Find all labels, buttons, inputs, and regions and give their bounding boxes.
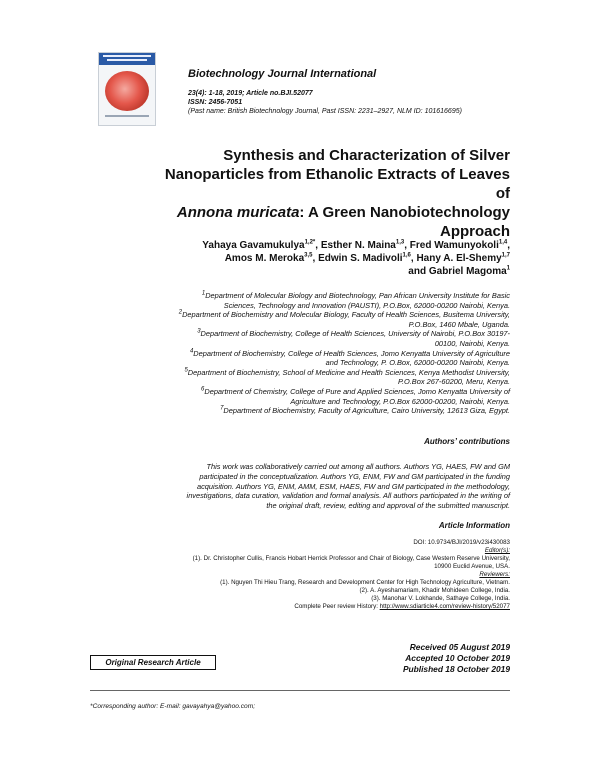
affiliation-text: Department of Biochemistry, College of Health Sciences, Jomo Kenyatta University of Agriculture [193,348,510,358]
published-date: Published 18 October 2019 [402,664,510,674]
journal-citation: 23(4): 1-18, 2019; Article no.BJI.52077 [188,90,313,97]
title-line: Approach [439,223,510,240]
affiliation-line: P.O.Box, 1460 Mbale, Uganda. [408,319,510,329]
author-affiliation-marker: 3,5 [304,252,313,259]
author-name: Hany A. El-Shemy [416,253,502,264]
author-line [90,265,510,278]
review-history-label: Complete Peer review History: [294,603,380,610]
author-separator: , [507,240,510,251]
editor-entry-continued: 10900 Euclid Avenue, USA. [434,563,510,570]
affiliation-text: Department of Biochemistry, School of Medicine and Health Sciences, Kenya Methodist University, [187,367,510,377]
contribution-line: participated in the conceptualization. Authors YG, ENM, FW and GM participated in the funding [199,471,510,481]
title-line: Synthesis and Characterization of Silver [223,147,510,164]
journal-former-name: (Past name: British Biotechnology Journal, Past ISSN: 2231–2927, NLM ID: 101616695) [188,108,462,115]
publication-dates [403,642,510,675]
affiliation-line [50,291,510,301]
affiliation-number: 2 [178,309,183,316]
reviewer-entry: (1). Nguyen Thi Hieu Trang, Research and Development Center for High Technology Agriculture, Vietnam. [220,579,510,586]
article-info-heading: Article Information [438,521,510,530]
author-affiliation-marker: 1,4 [498,239,508,246]
affiliation-line: 00100, Nairobi, Kenya. [434,338,510,348]
journal-name: Biotechnology Journal International [188,68,377,80]
author-affiliation-marker: 1,7 [501,252,510,259]
article-type-label: Original Research Article [90,655,216,670]
contribution-line: the original draft, review, editing and approval of the submitted manuscript. [266,501,510,511]
affiliation-line [50,349,510,359]
journal-issn: ISSN: 2456-7051 [188,99,243,106]
affiliation-number: 3 [197,328,201,335]
author-list [90,239,510,278]
journal-cover-thumbnail [98,52,156,126]
affiliation-line [50,406,510,416]
author-name: Edwin S. Madivoli [318,253,403,264]
affiliation-line: Sciences, Technology and Innovation (PAUSTI), P.O.Box, 62000-00200 Nairobi, Kenya. [223,300,510,310]
editor-entry: (1). Dr. Christopher Cullis, Francis Hobart Herrick Professor and Chair of Biology, Case Western Reserve University, [192,555,510,562]
affiliation-line: Agriculture and Technology, P.O.Box 62000-00200, Nairobi, Kenya. [290,396,510,406]
affiliation-line [50,387,510,397]
cover-title-bar [103,55,151,57]
cover-footer-bar [105,115,149,117]
review-history-link[interactable]: http://www.sdiarticle4.com/review-history/52077 [379,603,510,610]
editors-label: Editor(s): [484,547,510,554]
affiliation-line: P.O.Box 267-60200, Meru, Kenya. [397,377,510,387]
author-line [90,239,510,252]
reviewer-entry: (2). A. Ayeshamariam, Khadir Mohideen College, India. [359,587,510,594]
title-line-rest: : A Green Nanobiotechnology [299,204,510,221]
reviewer-entry: (3). Manohar V. Lokhande, Sathaye College, India. [371,595,510,602]
contribution-line: This work was collaboratively carried out among all authors. Authors YG, HAES, FW and GM [206,462,510,471]
accepted-date: Accepted 10 October 2019 [405,653,510,663]
affiliation-text: Department of Biochemistry, College of Health Sciences, University of Nairobi, P.O.Box 30197- [200,329,510,339]
corresponding-author-footnote: *Corresponding author: E-mail: gavayahya@yahoo.com; [90,703,256,710]
author-name: Amos M. Meroka [224,253,305,264]
author-affiliation-marker: 1,2* [304,239,316,246]
review-history [70,603,510,611]
affiliation-number: 6 [201,386,205,393]
affiliation-number: 7 [220,405,224,412]
contribution-line: investigations, data curation, validation and formal analysis. All authors participated in the writing of [186,491,510,501]
species-name: Annona muricata [176,204,300,221]
author-name: Fred Wamunyokoli [409,240,499,251]
affiliation-text: Department of Biochemistry and Molecular Biology, Faculty of Health Sciences, Busitema University, [182,310,510,320]
author-name: Yahaya Gavamukulya [202,240,305,251]
received-date: Received 05 August 2019 [409,642,510,652]
author-affiliation-marker: 1 [506,265,510,272]
author-line [90,252,510,265]
author-separator: , [315,240,321,251]
footnote-divider [90,690,510,691]
affiliation-line [50,368,510,378]
author-affiliation-marker: 1,6 [402,252,411,259]
affiliation-number: 5 [184,367,188,374]
article-info [70,539,510,611]
contribution-line: acquisition. Authors YG, ENM, AMM, ESM, HAES, FW and GM participated in the methodology, [197,481,510,491]
affiliation-text: Department of Chemistry, College of Pure and Applied Sciences, Jomo Kenyatta University of [204,386,510,396]
title-line: Nanoparticles from Ethanolic Extracts of Leaves of [164,166,510,202]
affiliation-line [50,329,510,339]
cover-title-bar [107,59,147,61]
affiliation-text: Department of Molecular Biology and Biotechnology, Pan African University Institute for Basic [205,291,510,300]
affiliation-text: Department of Biochemistry, Faculty of Agriculture, Cairo University, 12613 Giza, Egypt. [223,406,510,416]
author-separator: , [404,240,410,251]
article-title [150,146,510,241]
reviewers-label: Reviewers: [479,571,510,578]
cover-image [105,71,149,111]
author-separator: , [410,253,417,264]
affiliation-number: 1 [201,290,206,297]
title-line [150,203,510,222]
affiliation-number: 4 [189,348,194,355]
contributions-text [90,462,510,511]
doi: DOI: 10.9734/BJI/2019/v23i430083 [413,539,510,546]
author-name: and Gabriel Magoma [408,266,507,277]
affiliation-line [50,310,510,320]
author-name: Esther N. Maina [320,240,396,251]
author-affiliation-marker: 1,3 [395,239,405,246]
affiliation-list [50,291,510,416]
affiliation-line: and Technology, P. O.Box, 62000-00200 Nairobi, Kenya. [325,358,510,368]
author-separator: , [312,253,319,264]
contributions-heading: Authors’ contributions [424,437,510,446]
